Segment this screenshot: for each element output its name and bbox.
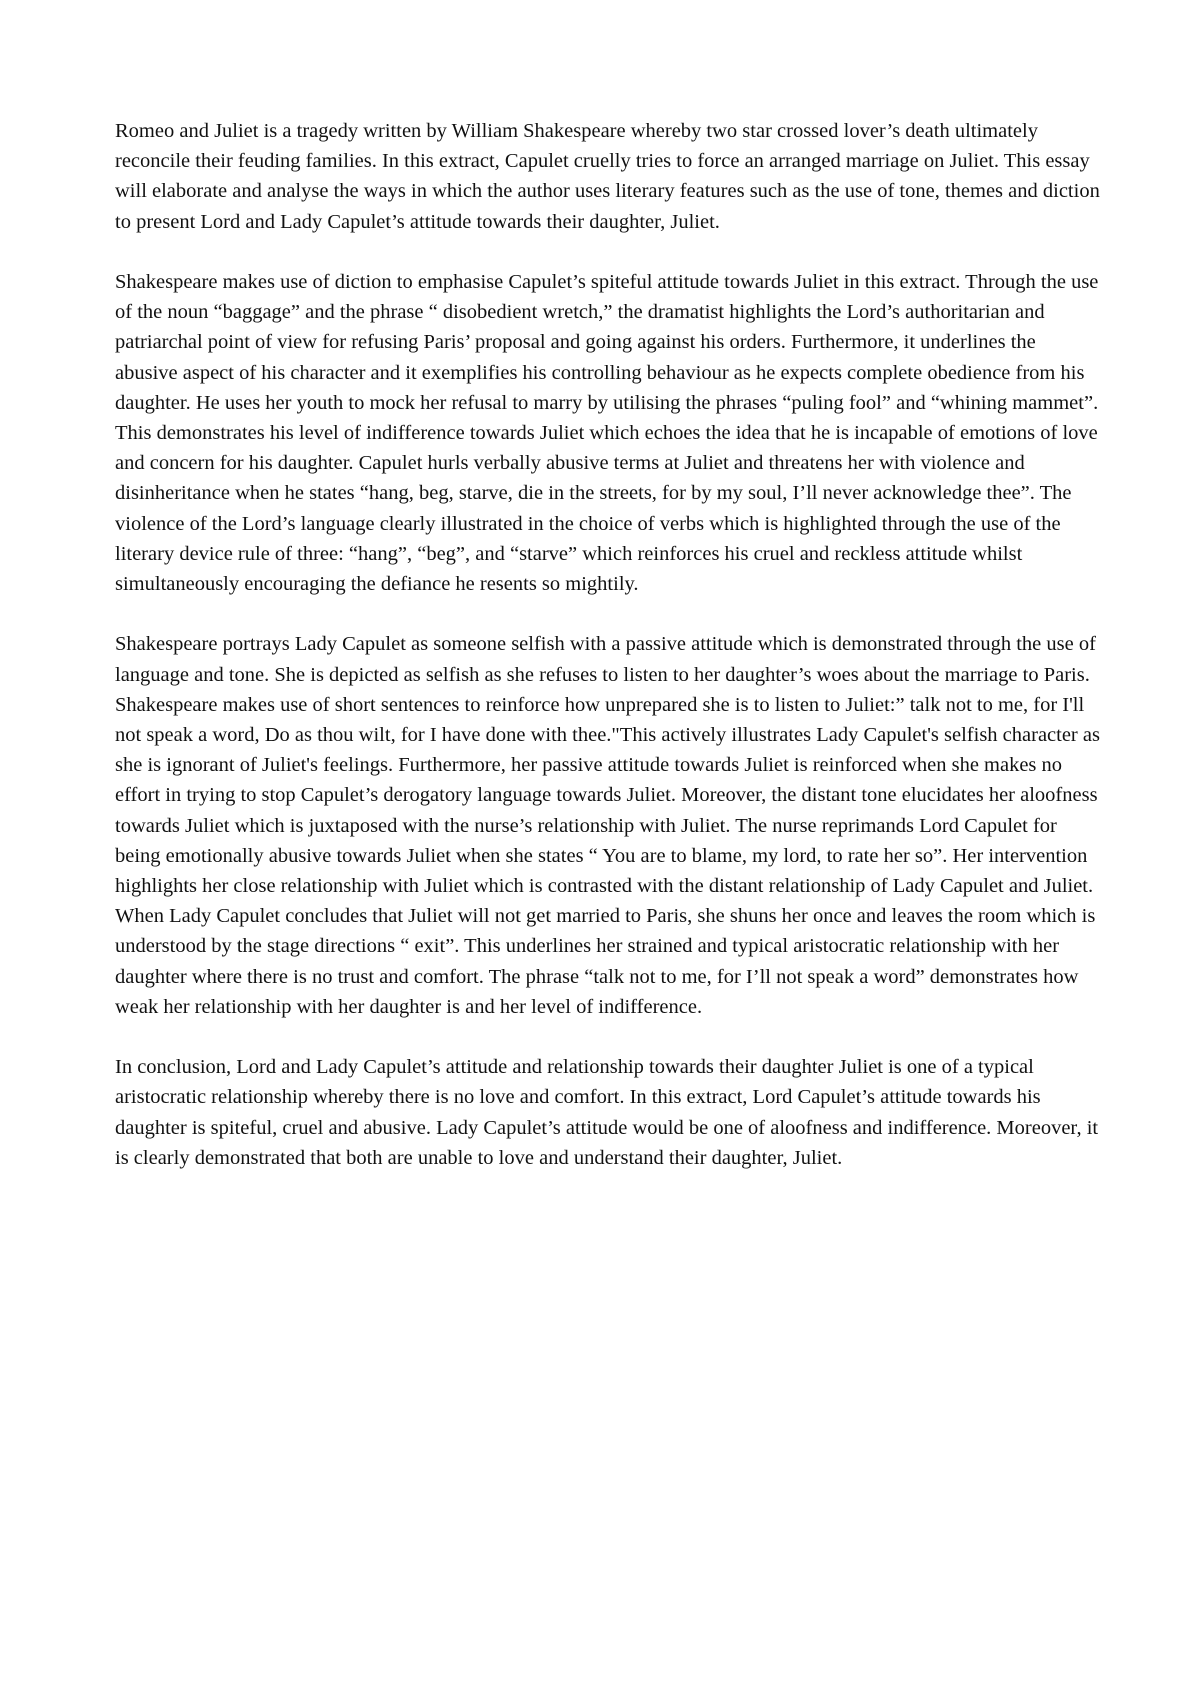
paragraph-conclusion: In conclusion, Lord and Lady Capulet’s attitude and relationship towards their daughter Juliet is one of a typical aristocratic relationship whereby there is no love and comfort. In this extract, Lord Capulet’s attitude towards his daughter is spiteful, cruel and abusive. Lady Capulet’s attitude would be one of aloofness and indifference. Moreover, it is clearly demonstrated that both are unable to love and understand their daughter, Juliet. bbox=[115, 1056, 1099, 1169]
paragraph-lord-capulet: Shakespeare makes use of diction to emphasise Capulet’s spiteful attitude towards Juliet in this extract. Through the use of the noun “baggage” and the phrase “ disobedient wretch,” the dramatist highlights the Lord’s authoritarian and patriarchal point of view for refusing Paris’ proposal and going against his orders. Furthermore, it underlines the abusive aspect of his character and it exemplifies his controlling behaviour as he expects complete obedience from his daughter. He uses her youth to mock her refusal to marry by utilising the phrases “puling fool” and “whining mammet”. This demonstrates his level of indifference towards Juliet which echoes the idea that he is incapable of emotions of love and concern for his daughter. Capulet hurls verbally abusive terms at Juliet and threatens her with violence and disinheritance when he states “hang, beg, starve, die in the streets, for by my soul, I’ll never acknowledge thee”. The violence of the Lord’s language clearly illustrated in the choice of verbs which is highlighted through the use of the literary device rule of three: “hang”, “beg”, and “starve” which reinforces his cruel and reckless attitude whilst simultaneously encouraging the defiance he resents so mightily. bbox=[115, 271, 1099, 596]
paragraph-lady-capulet: Shakespeare portrays Lady Capulet as someone selfish with a passive attitude which is demonstrated through the use of language and tone. She is depicted as selfish as she refuses to listen to her daughter’s woes about the marriage to Paris. Shakespeare makes use of short sentences to reinforce how unprepared she is to listen to Juliet:” talk not to me, for I'll not speak a word, Do as thou wilt, for I have done with thee."This actively illustrates Lady Capulet's selfish character as she is ignorant of Juliet's feelings. Furthermore, her passive attitude towards Juliet is reinforced when she makes no effort in trying to stop Capulet’s derogatory language towards Juliet. Moreover, the distant tone elucidates her aloofness towards Juliet which is juxtaposed with the nurse’s relationship with Juliet. The nurse reprimands Lord Capulet for being emotionally abusive towards Juliet when she states “ You are to blame, my lord, to rate her so”. Her intervention highlights her close relationship with Juliet which is contrasted with the distant relationship of Lady Capulet and Juliet. When Lady Capulet concludes that Juliet will not get married to Paris, she shuns her once and leaves the room which is understood by the stage directions “ exit”. This underlines her strained and typical aristocratic relationship with her daughter where there is no trust and comfort. The phrase “talk not to me, for I’ll not speak a word” demonstrates how weak her relationship with her daughter is and her level of indifference. bbox=[115, 633, 1100, 1018]
paragraph-introduction: Romeo and Juliet is a tragedy written by William Shakespeare whereby two star crossed lover’s death ultimately reconcile their feuding families. In this extract, Capulet cruelly tries to force an arranged marriage on Juliet. This essay will elaborate and analyse the ways in which the author uses literary features such as the use of tone, themes and diction to present Lord and Lady Capulet’s attitude towards their daughter, Juliet. bbox=[115, 120, 1100, 233]
essay-body bbox=[115, 116, 1100, 1173]
